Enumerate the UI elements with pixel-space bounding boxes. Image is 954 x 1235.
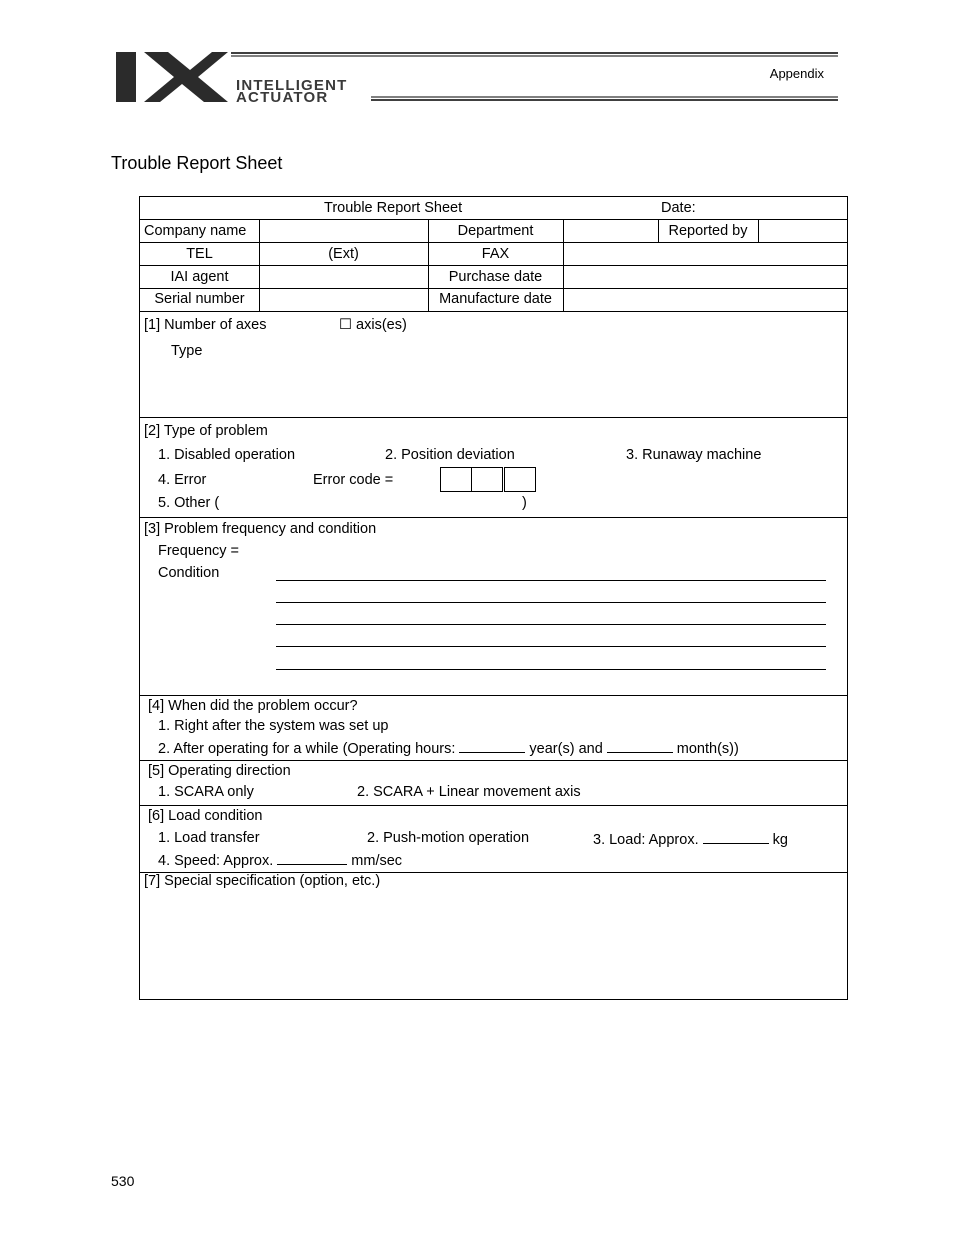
problem-option-4[interactable]: 4. Error xyxy=(158,472,207,488)
page-title: Trouble Report Sheet xyxy=(111,153,283,173)
condition-line-5[interactable] xyxy=(276,669,826,670)
problem-option-5[interactable]: 5. Other ( xyxy=(158,495,220,511)
speed-blank[interactable] xyxy=(277,850,347,865)
condition-line-1[interactable] xyxy=(276,580,826,581)
fax-label: FAX xyxy=(481,246,510,262)
section-6-heading: [6] Load condition xyxy=(148,808,263,824)
section-4-heading: [4] When did the problem occur? xyxy=(148,698,358,714)
speed-unit: mm/sec xyxy=(351,853,403,869)
load-kg-blank[interactable] xyxy=(703,829,769,844)
condition-line-2[interactable] xyxy=(276,602,826,603)
iai-agent-label: IAI agent xyxy=(170,269,229,285)
error-code-box-3[interactable] xyxy=(504,467,536,492)
section-5-heading: [5] Operating direction xyxy=(148,763,291,779)
section-3-heading: [3] Problem frequency and condition xyxy=(144,521,377,537)
company-name-label: Company name xyxy=(144,223,247,239)
operating-months-blank[interactable] xyxy=(607,738,673,753)
type-label: Type xyxy=(171,343,203,359)
purchase-date-label: Purchase date xyxy=(448,269,543,285)
problem-option-1[interactable]: 1. Disabled operation xyxy=(158,447,296,463)
logo-i-bar xyxy=(116,52,136,102)
department-field[interactable] xyxy=(564,220,658,242)
load-option-4-text: 4. Speed: Approx. xyxy=(158,853,274,869)
iai-agent-field[interactable] xyxy=(260,266,427,288)
direction-option-2[interactable]: 2. SCARA + Linear movement axis xyxy=(357,784,581,800)
company-name-field[interactable] xyxy=(260,220,427,242)
load-option-3[interactable] xyxy=(593,829,788,849)
occur-option-1[interactable]: 1. Right after the system was set up xyxy=(158,718,389,734)
page-number: 530 xyxy=(111,1173,135,1189)
error-code-box-1[interactable] xyxy=(440,467,472,492)
problem-option-2[interactable]: 2. Position deviation xyxy=(385,447,515,463)
reported-by-label: Reported by xyxy=(668,223,748,239)
serial-number-field[interactable] xyxy=(260,289,427,311)
axes-checkbox[interactable]: ☐ axis(es) xyxy=(339,317,407,333)
tel-label: TEL xyxy=(186,246,213,262)
load-option-1[interactable]: 1. Load transfer xyxy=(158,830,260,846)
direction-option-1[interactable]: 1. SCARA only xyxy=(158,784,254,800)
section-1-heading: [1] Number of axes xyxy=(144,317,267,333)
special-spec-field[interactable] xyxy=(144,895,842,995)
occur-months-label: month(s)) xyxy=(676,741,739,757)
section-7-heading: [7] Special specification (option, etc.) xyxy=(144,873,381,889)
department-label: Department xyxy=(457,223,534,239)
date-field[interactable] xyxy=(705,199,845,217)
error-code-label: Error code = xyxy=(313,472,394,488)
trouble-report-form xyxy=(139,196,848,1000)
load-option-3-text: 3. Load: Approx. xyxy=(593,832,699,848)
condition-line-3[interactable] xyxy=(276,624,826,625)
header-rules xyxy=(231,52,838,104)
load-kg-unit: kg xyxy=(772,832,788,848)
other-close-paren: ) xyxy=(522,495,527,511)
frequency-label: Frequency = xyxy=(158,543,240,559)
occur-years-label: year(s) and xyxy=(529,741,603,757)
operating-years-blank[interactable] xyxy=(459,738,525,753)
logo-x-shape xyxy=(144,52,228,102)
condition-line-4[interactable] xyxy=(276,646,826,647)
manufacture-date-field[interactable] xyxy=(564,289,847,311)
ext-label: (Ext) xyxy=(328,246,359,262)
serial-number-label: Serial number xyxy=(154,291,245,307)
condition-label: Condition xyxy=(158,565,220,581)
logo-text-line1: INTELLIGENT xyxy=(236,77,348,94)
purchase-date-field[interactable] xyxy=(564,266,847,288)
error-code-box-2[interactable] xyxy=(471,467,503,492)
load-option-2[interactable]: 2. Push-motion operation xyxy=(367,830,530,846)
section-label: Appendix xyxy=(769,66,824,81)
manufacture-date-label: Manufacture date xyxy=(439,291,552,307)
form-title: Trouble Report Sheet xyxy=(324,200,463,216)
occur-option-2[interactable] xyxy=(158,738,739,758)
problem-option-3[interactable]: 3. Runaway machine xyxy=(626,447,762,463)
section-2-heading: [2] Type of problem xyxy=(144,423,268,439)
load-option-4[interactable] xyxy=(158,850,402,870)
date-label: Date: xyxy=(661,200,696,216)
reported-by-field[interactable] xyxy=(759,220,847,242)
logo-text-line2: ACTUATOR xyxy=(236,89,329,104)
fax-field[interactable] xyxy=(564,243,847,265)
occur-option-2-text: 2. After operating for a while (Operating hours: xyxy=(158,741,456,757)
